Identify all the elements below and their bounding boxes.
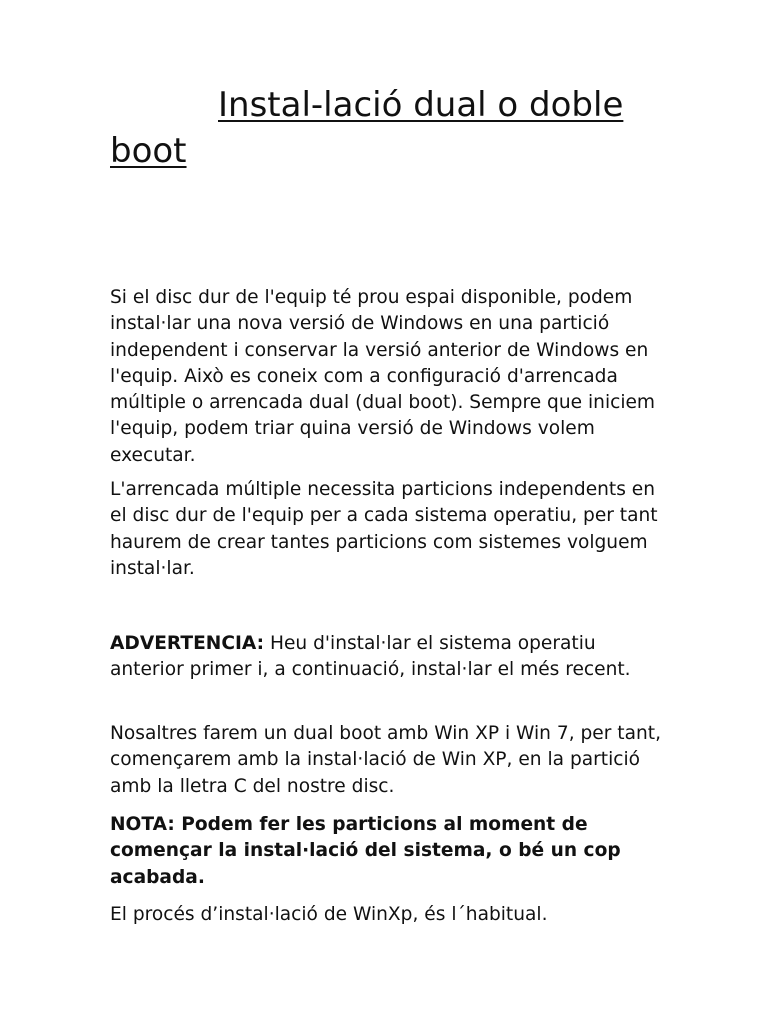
- paragraph-install-process: El procés d’instal·lació de WinXp, és l´habitual.: [110, 904, 548, 925]
- warning-text: Heu d'instal·lar el sistema operatiu anterior primer i, a continuació, instal·lar el més recent.: [110, 633, 631, 681]
- document-title: [110, 82, 670, 174]
- paragraph-dual-boot-intro: Si el disc dur de l'equip té prou espai disponible, podem instal·lar una nova versió de Windows en una partició independent i conservar la versió anterior de Windows en l'equip. Això es coneix com a configuració d'arrencada múltiple o arrencada dual (dual boot). Sempre que iniciem l'equip, podem triar quina versió de Windows volem executar.: [110, 287, 656, 466]
- warning-label: ADVERTENCIA:: [110, 633, 265, 654]
- paragraph-note: NOTA: Podem fer les particions al moment de començar la instal·lació del sistema, o bé un cop acabada.: [110, 814, 621, 888]
- paragraph-plan: Nosaltres farem un dual boot amb Win XP i Win 7, per tant, començarem amb la instal·lació de Win XP, en la partició amb la lletra C del nostre disc.: [110, 723, 661, 797]
- paragraph-warning: [110, 631, 670, 684]
- paragraph-partitions: L'arrencada múltiple necessita particions independents en el disc dur de l'equip per a cada sistema operatiu, per tant haurem de crear tantes particions com sistemes volguem instal·lar.: [110, 479, 658, 579]
- document-title-text: Instal-lació dual o doble boot: [110, 85, 624, 171]
